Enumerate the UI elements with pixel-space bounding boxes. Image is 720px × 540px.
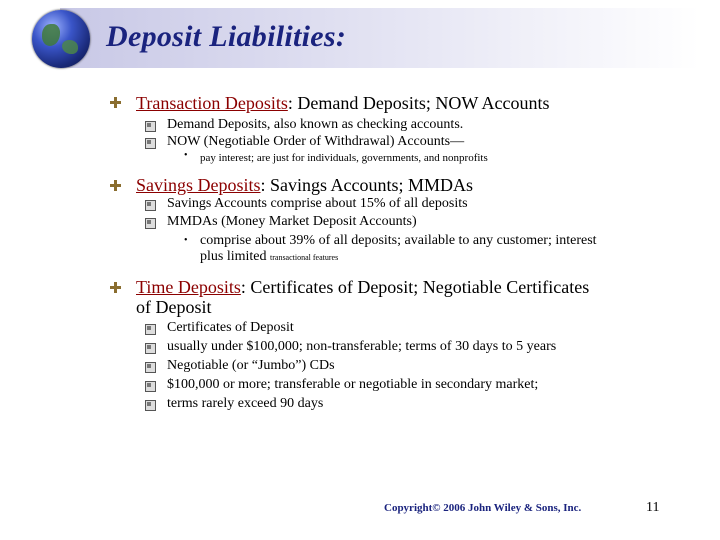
list-item: Certificates of Deposit [167, 320, 294, 335]
bullet-dot-icon: • [184, 235, 188, 246]
slide-title: Deposit Liabilities: [106, 20, 347, 53]
bullet-cross-icon [110, 180, 121, 191]
list-item: MMDAs (Money Market Deposit Accounts) [167, 214, 417, 229]
bullet-square-icon [145, 218, 156, 229]
bullet-dot-icon: • [184, 150, 188, 161]
bullet-square-icon [145, 400, 156, 411]
bullet-square-icon [145, 324, 156, 335]
list-item: Negotiable (or “Jumbo”) CDs [167, 358, 335, 373]
section-heading: Savings Deposits [136, 175, 261, 195]
bullet-cross-icon [110, 282, 121, 293]
bullet-square-icon [145, 343, 156, 354]
bullet-square-icon [145, 138, 156, 149]
list-item: NOW (Negotiable Order of Withdrawal) Accounts— [167, 134, 465, 149]
section-heading: Time Deposits [136, 277, 241, 297]
section-transaction: Transaction Deposits: Demand Deposits; NOW Accounts [136, 93, 550, 113]
list-item: Demand Deposits, also known as checking accounts. [167, 117, 464, 132]
globe-icon [32, 10, 90, 68]
list-item: $100,000 or more; transferable or negotiable in secondary market; [167, 377, 539, 392]
section-savings: Savings Deposits: Savings Accounts; MMDAs [136, 175, 474, 195]
page-number: 11 [646, 500, 660, 515]
section-time: Time Deposits: Certificates of Deposit; Negotiable Certificates of Deposit [136, 277, 590, 317]
bullet-square-icon [145, 381, 156, 392]
list-subitem: comprise about 39% of all deposits; available to any customer; interest plus limited transactional features [200, 233, 597, 264]
list-item: terms rarely exceed 90 days [167, 396, 324, 411]
bullet-square-icon [145, 362, 156, 373]
list-item: Savings Accounts comprise about 15% of all deposits [167, 196, 468, 211]
list-item: usually under $100,000; non-transferable; terms of 30 days to 5 years [167, 339, 557, 354]
section-heading: Transaction Deposits [136, 93, 288, 113]
list-subitem: pay interest; are just for individuals, governments, and nonprofits [200, 152, 488, 164]
title-bar [0, 8, 720, 70]
copyright-footer: Copyright© 2006 John Wiley & Sons, Inc. [384, 502, 582, 514]
bullet-square-icon [145, 121, 156, 132]
bullet-square-icon [145, 200, 156, 211]
bullet-cross-icon [110, 97, 121, 108]
